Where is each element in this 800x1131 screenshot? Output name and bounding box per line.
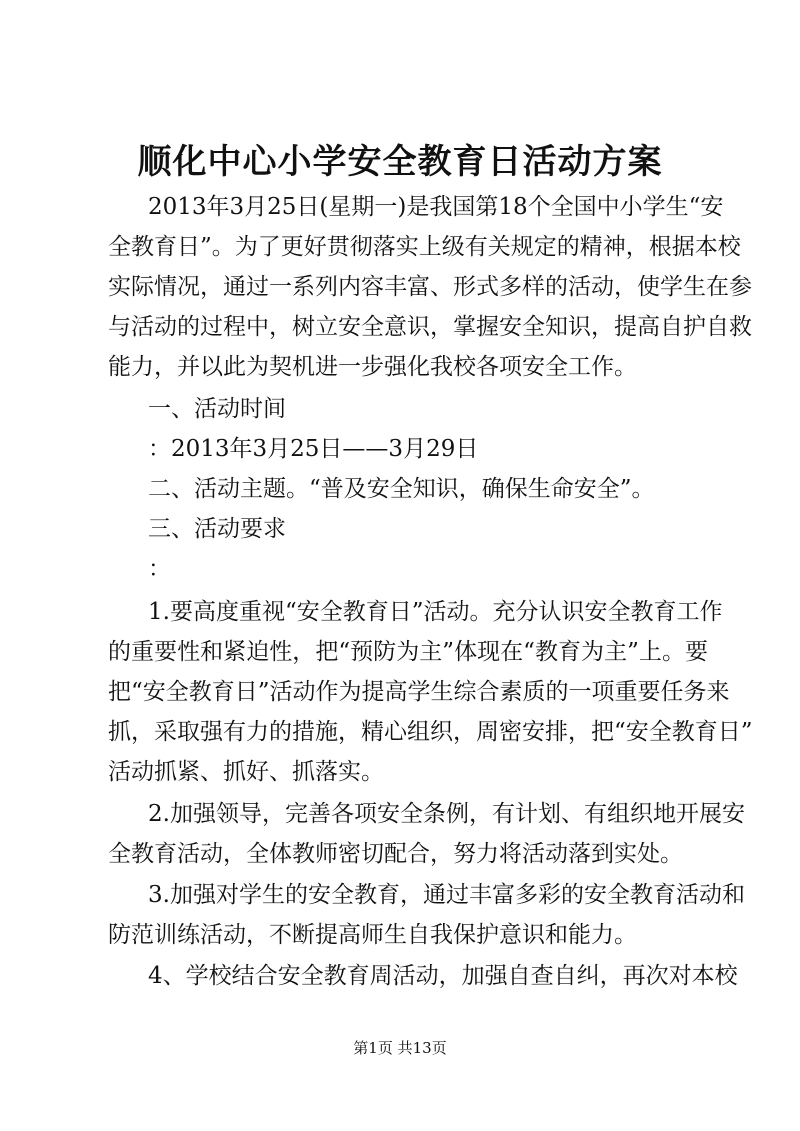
- page-number-footer: 第1页 共13页: [353, 1039, 447, 1057]
- section-heading: 二、活动主题。“普及安全知识，确保生命安全”。: [148, 476, 655, 502]
- paragraph-line: 全教育日”。为了更好贯彻落实上级有关规定的精神，根据本校: [108, 234, 741, 260]
- paragraph-line: 活动抓紧、抓好、抓落实。: [108, 759, 384, 785]
- paragraph-line: 防范训练活动，不断提高师生自我保护意识和能力。: [108, 922, 637, 948]
- paragraph-line: 与活动的过程中，树立安全意识，掌握安全知识，提高自护自救: [108, 314, 752, 340]
- paragraph-line: ：: [148, 556, 171, 582]
- document-title: 顺化中心小学安全教育日活动方案: [137, 142, 663, 182]
- paragraph-line: ：2013年3月25日——3月29日: [148, 436, 479, 462]
- paragraph-line: 1.要高度重视“安全教育日”活动。充分认识安全教育工作: [148, 599, 723, 625]
- paragraph-line: 实际情况，通过一系列内容丰富、形式多样的活动，使学生在参: [108, 274, 752, 300]
- paragraph-line: 的重要性和紧迫性，把“预防为主”体现在“教育为主”上。要: [108, 639, 708, 665]
- paragraph-line: 3.加强对学生的安全教育，通过丰富多彩的安全教育活动和: [148, 882, 745, 908]
- paragraph-line: 把“安全教育日”活动作为提高学生综合素质的一项重要任务来: [108, 679, 730, 705]
- paragraph-line: 抓，采取强有力的措施，精心组织，周密安排，把“安全教育日”: [108, 719, 753, 745]
- paragraph-line: 2013年3月25日(星期一)是我国第18个全国中小学生“安: [148, 194, 724, 220]
- paragraph-line: 全教育活动，全体教师密切配合，努力将活动落到实处。: [108, 841, 683, 867]
- paragraph-line: 能力，并以此为契机进一步强化我校各项安全工作。: [108, 354, 637, 380]
- paragraph-line: 2.加强领导，完善各项安全条例，有计划、有组织地开展安: [148, 801, 745, 827]
- section-heading: 三、活动要求: [148, 516, 286, 542]
- paragraph-line: 4、学校结合安全教育周活动，加强自查自纠，再次对本校: [148, 963, 738, 989]
- section-heading: 一、活动时间: [148, 396, 286, 422]
